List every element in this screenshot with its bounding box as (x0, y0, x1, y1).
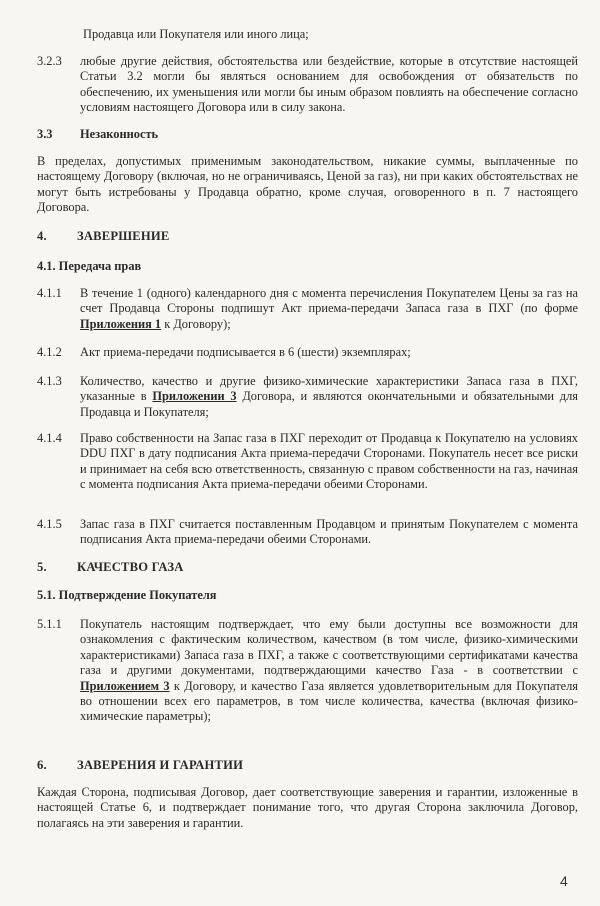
subsection-title: 5.1. Подтверждение Покупателя (37, 588, 217, 602)
clause-text (80, 617, 578, 725)
clause-text: Запас газа в ПХГ считается поставленным Продавцом и принятым Покупателем с момента подписания Акта приема-передачи обеими Сторонами. (80, 517, 578, 547)
appendix-reference: Приложением 3 (80, 678, 170, 693)
clause-number: 4.1.2 (37, 345, 62, 359)
section-text: В пределах, допустимых применимым законодательством, никакие суммы, выплаченные по настоящему Договору (включая, но не ограничиваясь, Ценой за газ), ни при каких обстоятельствах не могут быть истребованы у Продавца обратно, кроме случая, оговоренного в п. 7 настоящего Договора. (37, 154, 578, 215)
chapter-title: ЗАВЕРШЕНИЕ (77, 229, 170, 243)
chapter-title: КАЧЕСТВО ГАЗА (77, 560, 184, 574)
clause-number: 4.1.1 (37, 286, 62, 300)
appendix-reference: Приложении 3 (152, 389, 237, 404)
chapter-number: 4. (37, 229, 47, 243)
clause-number: 4.1.3 (37, 374, 62, 388)
subsection-title: 4.1. Передача прав (37, 259, 142, 273)
clause-text (80, 374, 578, 420)
clause-text: Акт приема-передачи подписывается в 6 (шести) экземплярах; (80, 345, 411, 359)
clause-text: любые другие действия, обстоятельства или бездействие, которые в отсутствие настоящей Статьи 3.2 могли бы являться основанием для освобождения от обязательств по обеспечению, их уменьшения или могли бы иным образом повлиять на обеспечение согласно условиям настоящего Договора или в силу закона. (80, 54, 578, 115)
appendix-reference: Приложения 1 (80, 316, 162, 331)
clause-text: Право собственности на Запас газа в ПХГ переходит от Продавца к Покупателю на условиях DDU ПХГ в дату подписания Акта приема-передачи Сторонами. Покупатель несет все риски и принимает на себя всю ответственность, связанную с правом собственности на газ, начиная с момента подписания Акта приема-передачи обеими Сторонами. (80, 431, 578, 492)
clause-text (80, 286, 578, 332)
clause-text-part: Количество, качество и другие физико-химические характеристики Запаса газа в ПХГ, указанные в (80, 374, 578, 404)
section-title: Незаконность (80, 127, 159, 141)
chapter-title: ЗАВЕРЕНИЯ И ГАРАНТИИ (77, 758, 244, 772)
clause-number: 5.1.1 (37, 617, 62, 631)
chapter-number: 5. (37, 560, 47, 574)
page-number: 4 (560, 873, 568, 889)
chapter-number: 6. (37, 758, 47, 772)
clause-text-part: к Договору); (161, 316, 231, 331)
section-number: 3.3 (37, 127, 53, 141)
continuation-line: Продавца или Покупателя или иного лица; (83, 27, 309, 41)
section-text: Каждая Сторона, подписывая Договор, дает соответствующие заверения и гарантии, изложенные в настоящей Статье 6, и подтверждает понимание того, что другая Сторона заключила Договор, полагаясь на эти заверения и гарантии. (37, 785, 578, 830)
clause-number: 4.1.5 (37, 517, 62, 531)
clause-number: 4.1.4 (37, 431, 62, 445)
clause-text-part: Договора, и являются окончательными и обязательными для Продавца и Покупателя; (80, 389, 578, 419)
clause-text-part: к Договору, и качество Газа является удовлетворительным для Покупателя во отношении всех его параметров, в том числе количества, качества (включая физико-химические параметры); (80, 678, 579, 724)
clause-text-part: В течение 1 (одного) календарного дня с момента перечисления Покупателем Цены за газ на счет Продавца Стороны подпишут Акт приема-передачи Запаса газа в ПХГ (по форме (80, 286, 578, 316)
clause-number: 3.2.3 (37, 54, 62, 68)
clause-text-part: Покупатель настоящим подтверждает, что ему были доступны все возможности для ознакомления с фактическим количеством, качеством (в том числе, физико-химическими характеристиками) Запаса газа в ПХГ, а также с соответствующими сертификатами качества газа и другими документами, подтверждающими качество Газа - в соответствии с (80, 617, 578, 678)
